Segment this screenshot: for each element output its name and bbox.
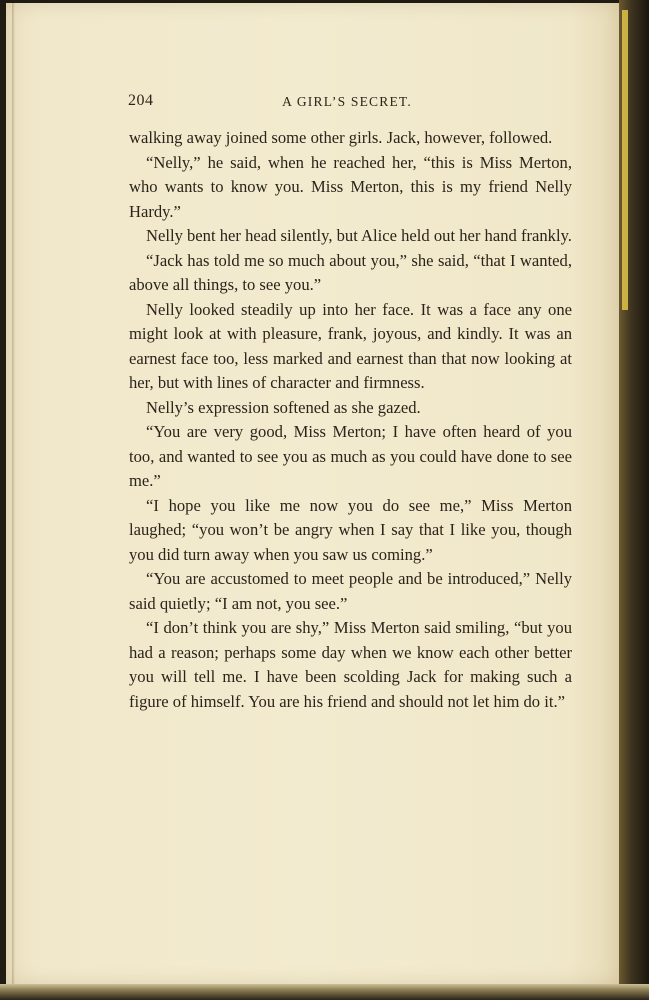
page-number: 204 [128,92,154,109]
paragraph-7: “You are very good, Miss Merton; I have often heard of you too, and wanted to see you as much as you could have done to see me.” [129,422,572,490]
page-bottom-edge [0,984,649,1000]
paragraph-10: “I don’t think you are shy,” Miss Merton said smiling, “but you had a reason; perhaps some day when we know each other better you will tell me. I have been scolding Jack for making such a figure of himself. You are his friend and should not let him do it.” [129,618,572,711]
paragraph-5: Nelly looked steadily up into her face. It was a face any one might look at with pleasure, frank, joyous, and kindly. It was an earnest face too, less marked and earnest than that now looking at her, but with lines of character and firmness. [129,299,572,392]
paragraph-4: “Jack has told me so much about you,” she said, “that I wanted, above all things, to see you.” [129,250,572,294]
paragraph-9: “You are accustomed to meet people and be introduced,” Nelly said quietly; “I am not, you see.” [129,569,572,613]
paragraph-1: walking away joined some other girls. Jack, however, followed. [129,128,553,147]
paragraph-6: Nelly’s expression softened as she gazed. [146,397,421,417]
body-text [129,126,572,714]
page-header [121,92,573,114]
running-title: A GIRL’S SECRET. [282,94,412,109]
paragraph-2: “Nelly,” he said, when he reached her, “this is Miss Merton, who wants to know you. Miss Merton, this is my friend Nelly Hardy.” [129,152,572,221]
paragraph-3: Nelly bent her head silently, but Alice held out her hand frankly. [146,226,572,245]
paragraph-8: “I hope you like me now you do see me,” Miss Merton laughed; “you won’t be angry when I say that I like you, though you did turn away when you saw us coming.” [129,495,572,564]
bookmark-ribbon [622,10,628,310]
